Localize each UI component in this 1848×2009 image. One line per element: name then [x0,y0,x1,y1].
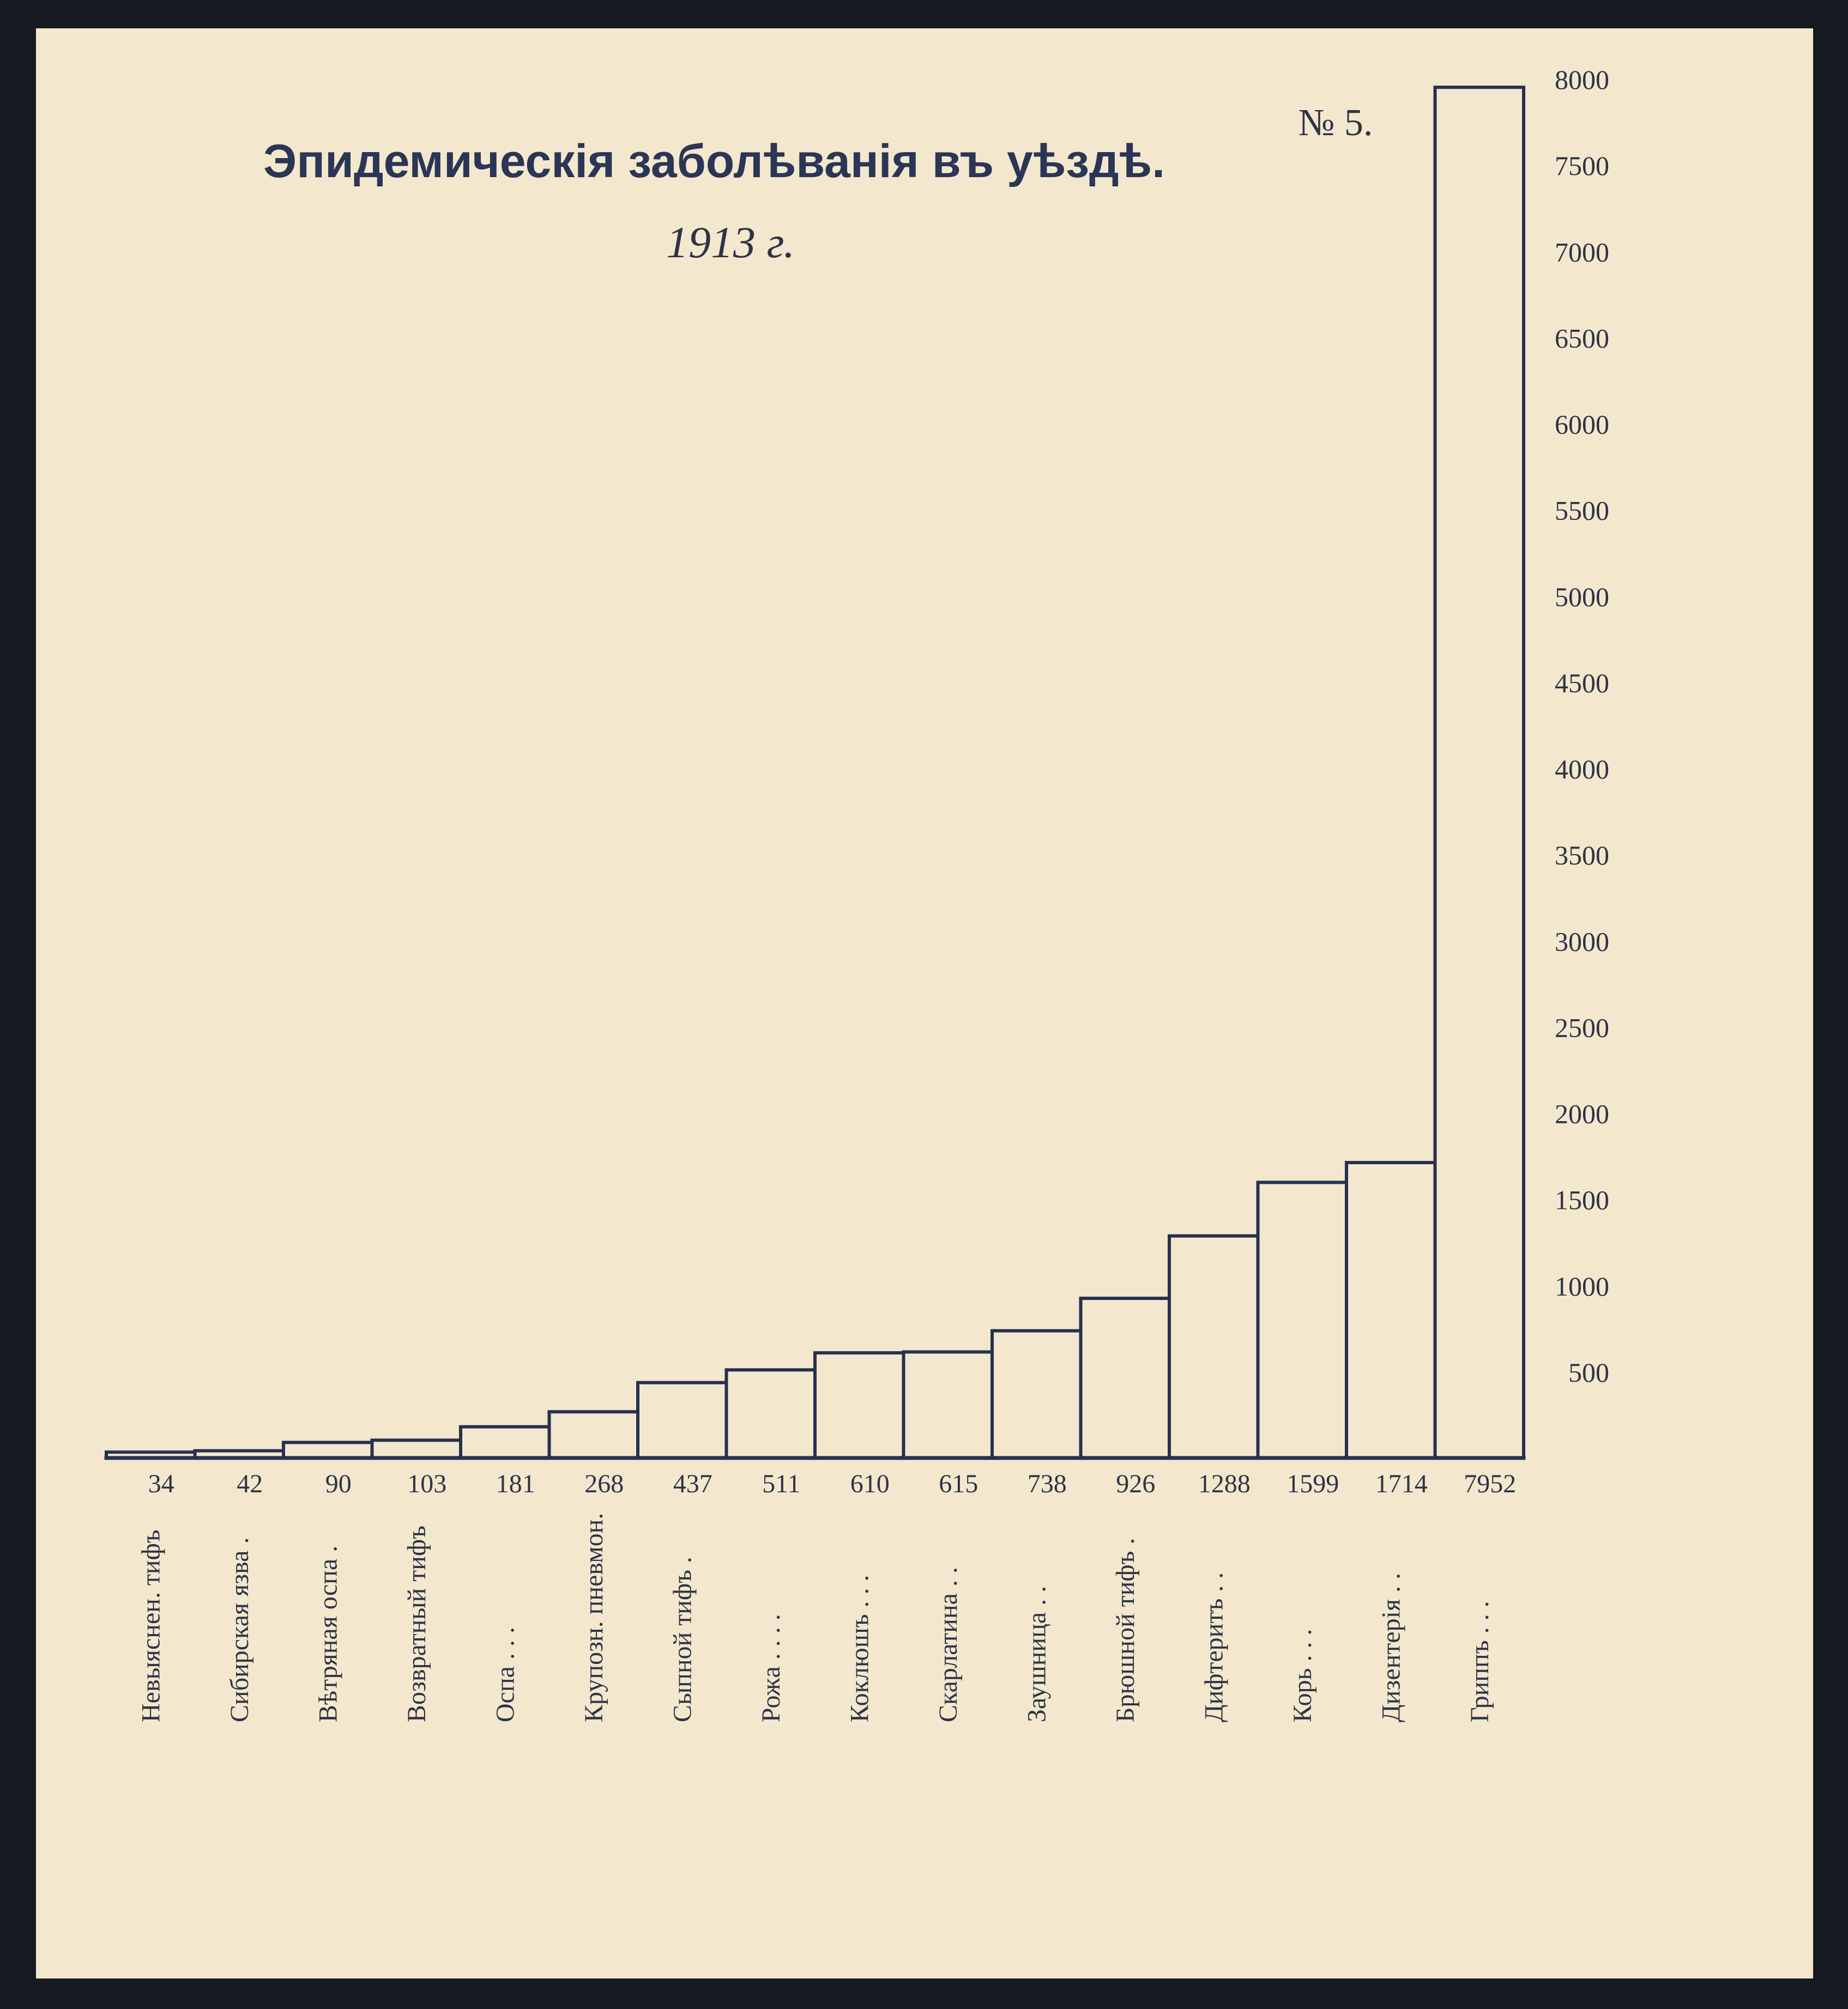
category-label-11: Брюшной тифъ . [1110,1538,1140,1722]
plate-number: № 5. [1298,102,1373,144]
y-tick-label-12: 6500 [1555,323,1609,354]
y-tick-label-5: 3000 [1555,926,1609,957]
category-label-9: Скарлатина . . [933,1567,963,1722]
y-tick-label-6: 3500 [1555,840,1609,871]
y-tick-label-15: 8000 [1555,64,1609,95]
value-label-9: 615 [939,1469,979,1498]
category-label-8: Коклюшъ . . . [845,1575,874,1722]
category-label-14: Дизентерiя . . [1376,1572,1406,1722]
y-tick-label-11: 6000 [1555,409,1609,440]
value-label-7: 511 [762,1469,801,1498]
value-label-11: 926 [1116,1469,1156,1498]
y-tick-label-10: 5500 [1555,495,1609,526]
paper-background [36,28,1813,1978]
y-tick-label-14: 7500 [1555,150,1609,181]
value-label-10: 738 [1027,1469,1067,1498]
category-label-15: Гриппъ . . . [1465,1601,1494,1722]
y-tick-label-4: 2500 [1555,1012,1609,1043]
category-label-10: Заушница . . [1022,1586,1052,1722]
category-label-1: Сибирская язва . [225,1537,254,1722]
category-label-7: Рожа . . . . [756,1614,786,1722]
value-label-1: 42 [237,1469,263,1498]
chart-year: 1913 г. [666,217,795,267]
value-label-12: 1288 [1198,1469,1251,1498]
value-label-0: 34 [148,1469,174,1498]
category-label-5: Крупозн. пневмон. [579,1512,608,1722]
value-label-2: 90 [325,1469,352,1498]
value-label-14: 1714 [1375,1469,1428,1498]
value-label-4: 181 [496,1469,535,1498]
y-tick-label-8: 4500 [1555,667,1609,698]
category-label-6: Сыпной тифъ . [668,1557,697,1722]
category-label-4: Оспа . . . [491,1627,520,1722]
category-label-12: Дифтеритъ . . [1199,1572,1229,1722]
y-tick-label-3: 2000 [1555,1098,1609,1129]
value-label-8: 610 [850,1469,890,1498]
y-tick-label-13: 7000 [1555,237,1609,268]
y-tick-label-2: 1500 [1555,1184,1609,1215]
value-label-5: 268 [584,1469,624,1498]
value-label-3: 103 [407,1469,447,1498]
y-tick-label-7: 4000 [1555,754,1609,784]
category-label-0: Невыяснен. тифъ [136,1529,166,1722]
y-tick-label-9: 5000 [1555,581,1609,612]
category-label-2: Вѣтряная оспа . [313,1545,343,1722]
y-tick-label-1: 1000 [1555,1270,1609,1302]
value-label-13: 1599 [1287,1469,1339,1498]
category-label-3: Возвратный тифъ [402,1526,431,1722]
chart-title: Эпидемическiя заболѣванiя въ уѣздѣ. [263,135,1165,187]
value-label-15: 7952 [1464,1469,1517,1498]
y-tick-label-0: 500 [1568,1357,1609,1388]
category-label-13: Корь . . . [1288,1629,1317,1722]
value-label-6: 437 [673,1469,712,1498]
